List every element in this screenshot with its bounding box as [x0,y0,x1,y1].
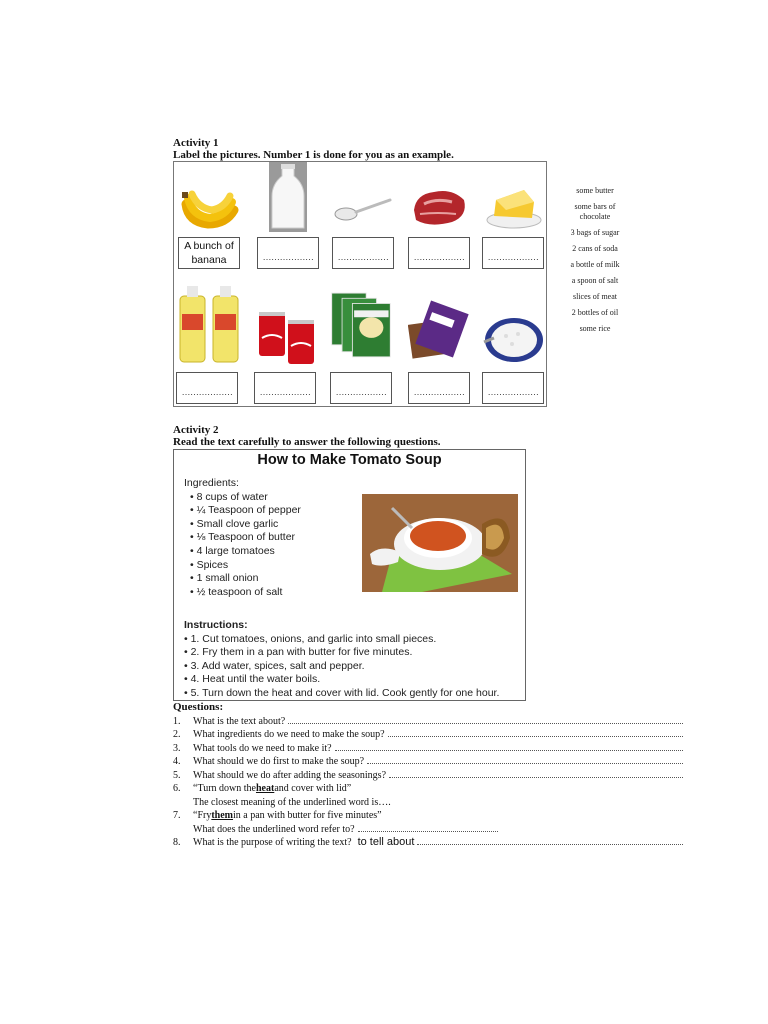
question-3: 3. What tools do we need to make it? [173,742,683,756]
answer-line[interactable] [367,755,683,764]
word-bank-item: 3 bags of sugar [570,228,620,237]
word-bank-item: some bars of chocolate [574,202,616,221]
instruction-item: • 4. Heat until the water boils. [184,673,524,687]
butter-picture [482,176,544,236]
word-bank-item: slices of meat [573,292,617,301]
instruction-item: • 5. Turn down the heat and cover with lid. Cook gently for one hour. [184,687,524,701]
milk-bottle-picture [257,162,319,232]
label-box-3[interactable]: ……………… [332,237,394,269]
question-5: 5. What should we do after adding the seasonings? [173,769,683,783]
label-box-8[interactable]: ……………… [330,372,392,404]
label-box-7[interactable]: ……………… [254,372,316,404]
ingredient-item: • ⅛ Teaspoon of butter [190,531,364,545]
recipe-box [173,449,526,701]
label-box-6[interactable]: ……………… [176,372,238,404]
ingredient-item: • ¼ Teaspoon of pepper [190,504,364,518]
question-1: 1. What is the text about? [173,715,683,729]
label-box-1[interactable]: A bunch of banana [178,237,240,269]
question-7: 7. “Fry them in a pan with butter for five minutes” [173,810,382,821]
answer-line[interactable] [288,715,683,724]
underlined-word-heat: heat [255,783,275,794]
question-2: 2. What ingredients do we need to make the soup? [173,728,683,742]
label-box-4[interactable]: ……………… [408,237,470,269]
sugar-bags-picture [330,286,392,364]
activity2-heading: Activity 2 [173,424,219,436]
spoon-picture [332,178,394,238]
word-bank-item: 2 bottles of oil [571,308,619,317]
answer-line[interactable] [417,836,683,845]
oil-bottles-picture [178,284,240,364]
answer-line[interactable] [335,742,683,751]
ingredient-item: • 8 cups of water [190,491,364,505]
word-bank [560,186,630,340]
instruction-item: • 1. Cut tomatoes, onions, and garlic into small pieces. [184,633,524,647]
question-6-sub: The closest meaning of the underlined word is…. [193,796,391,808]
underlined-word-them: them [211,810,234,821]
instructions-section [184,611,524,701]
activity1-heading: Activity 1 [173,137,219,149]
label-box-9[interactable]: ……………… [408,372,470,404]
word-bank-item: some butter [576,186,614,195]
soda-cans-picture [256,302,318,367]
word-bank-item: some rice [579,324,611,333]
answer-line[interactable] [388,728,683,737]
instructions-label: Instructions: [184,619,248,631]
ingredients-label: Ingredients: [184,477,239,489]
word-bank-item: 2 cans of soda [572,244,618,253]
ingredient-item: • 4 large tomatoes [190,545,364,559]
activity2-instruction: Read the text carefully to answer the following questions. [173,436,441,448]
answer-line[interactable] [389,769,683,778]
activity1-instruction: Label the pictures. Number 1 is done for you as an example. [173,149,454,161]
question-8: 8. What is the purpose of writing the text? to tell about [173,836,683,850]
answer-text: to tell about [357,836,415,848]
banana-picture [178,174,240,234]
question-6: 6. “Turn down the heat and cover with lid” [173,783,352,794]
ingredients-section [184,477,364,599]
label-box-2[interactable]: ……………… [257,237,319,269]
picture-grid [173,161,547,407]
ingredient-item: • Spices [190,559,364,573]
ingredient-item: • ½ teaspoon of salt [190,586,364,600]
question-4: 4. What should we do first to make the soup? [173,755,683,769]
ingredient-item: • Small clove garlic [190,518,364,532]
questions-heading: Questions: [173,701,224,713]
questions-section [173,701,683,850]
instruction-item: • 2. Fry them in a pan with butter for five minutes. [184,646,524,660]
label-box-10[interactable]: ……………… [482,372,544,404]
tomato-soup-photo [362,494,518,592]
rice-bowl-picture [482,310,544,370]
recipe-title: How to Make Tomato Soup [257,452,442,468]
meat-picture [408,176,470,236]
word-bank-item: a spoon of salt [571,276,619,285]
question-7-sub: What does the underlined word refer to? [173,823,683,837]
label-box-5[interactable]: ……………… [482,237,544,269]
answer-line[interactable] [358,823,498,832]
word-bank-item: a bottle of milk [570,260,620,269]
instruction-item: • 3. Add water, spices, salt and pepper. [184,660,524,674]
ingredient-item: • 1 small onion [190,572,364,586]
chocolate-bars-picture [408,300,470,364]
